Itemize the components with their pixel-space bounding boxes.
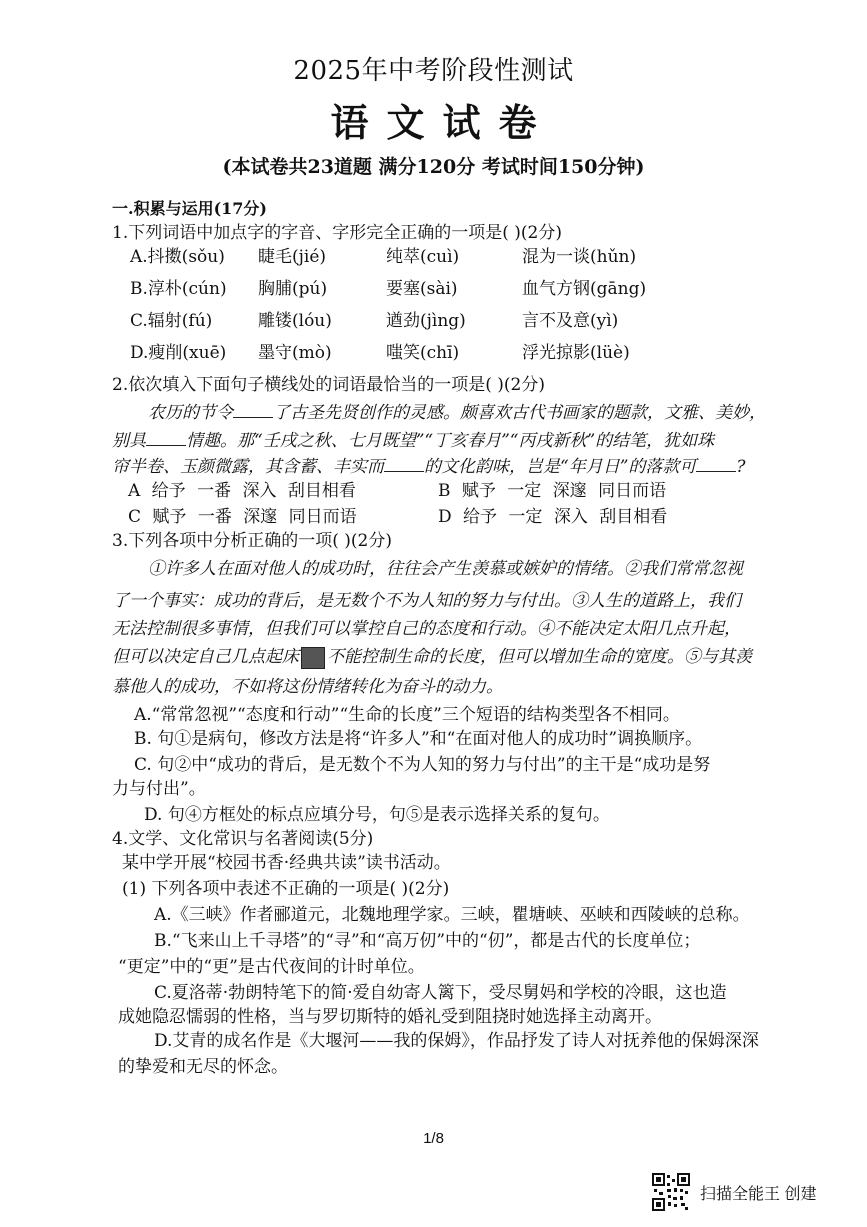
q1-option-cell: A.抖擞(sǒu) [130,247,225,267]
exam-info: (本试卷共23道题 满分120分 考试时间150分钟) [222,156,645,178]
q2-option-d: D 给予 一定 深入 刮目相看 [438,507,668,527]
q3-passage-line: 了一个事实：成功的背后，是无数个不为人知的努力与付出。③人生的道路上，我们 [112,591,741,611]
q2-passage-line [112,456,746,478]
q1-option-cell: 胸脯(pú) [258,279,328,299]
punctuation-box [301,647,325,669]
q2-text: ? [736,457,746,477]
q4-option-c-cont: 成她隐忍懦弱的性格，当与罗切斯特的婚礼受到阻挠时她选择主动离开。 [118,1007,662,1027]
q4-option-a: A.《三峡》作者郦道元，北魏地理学家。三峡，瞿塘峡、巫峡和西陵峡的总称。 [154,905,750,925]
q1-option-cell: 睫毛(jié) [258,247,327,267]
q3-passage-line: 慕他人的成功，不如将这份情绪转化为奋斗的动力。 [112,677,503,697]
q4-option-b-cont: “更定”中的“更”是古代夜间的计时单位。 [118,957,425,977]
q3-option-c-cont: 力与付出”。 [112,779,206,799]
q1-option-cell: 嗤笑(chī) [386,343,460,363]
q2-text: 别具 [112,431,146,451]
q4-stem: 4.文学、文化常识与名著阅读(5分) [112,829,374,849]
section-title: 一.积累与运用(17分) [112,199,267,218]
q1-option-cell: 遒劲(jìng) [386,311,466,331]
q2-text: 的文化韵味，岂是“年月日”的落款可 [424,457,697,477]
q4-option-d-cont: 的挚爱和无尽的怀念。 [118,1057,288,1077]
q3-text: 但可以决定自己几点起床 [112,647,299,667]
q2-passage-line [112,430,714,452]
q1-option-cell: 血气方钢(gāng) [522,279,647,299]
q1-option-cell: 墨守(mò) [258,343,332,363]
q2-option-c: C 赋予 一番 深邃 同日而语 [128,507,357,527]
q1-option-cell: 雕镂(lóu) [258,311,332,331]
q2-text: 情趣。那“壬戌之秋、七月既望”“丁亥春月”“丙戌新秋”的结笔，犹如珠 [186,431,715,451]
q1-option-cell: 言不及意(yì) [522,311,619,331]
q1-option-cell: B.淳朴(cún) [130,279,227,299]
q4-sub1: (1) 下列各项中表述不正确的一项是( )(2分) [122,879,450,899]
q3-option-a: A.“常常忽视”“态度和行动”“生命的长度”三个短语的结构类型各不相同。 [134,705,680,725]
paper-title: 语文试卷 [330,100,555,145]
q4-option-c: C.夏洛蒂·勃朗特笔下的简·爱自幼寄人篱下，受尽舅妈和学校的冷眼，这也造 [154,983,727,1003]
q2-stem: 2.依次填入下面句子横线处的词语最恰当的一项是( )(2分) [112,375,545,395]
q2-option-b: B 赋予 一定 深邃 同日而语 [438,481,667,501]
q3-passage-line [112,646,752,669]
q1-option-cell: C.辐射(fú) [130,311,213,331]
q1-option-cell: 浮光掠影(lüè) [522,343,630,363]
q1-option-cell: D.瘦削(xuē) [130,343,227,363]
q4-intro: 某中学开展“校园书香·经典共读”读书活动。 [122,853,451,873]
q3-option-d: D. 句④方框处的标点应填分号，句⑤是表示选择关系的复句。 [144,805,610,825]
exam-title: 2025年中考阶段性测试 [293,56,574,86]
blank-line [696,457,736,472]
q1-option-cell: 要塞(sài) [386,279,458,299]
page-number: 1/8 [423,1130,444,1147]
blank-line [384,457,424,472]
blank-line [146,431,186,446]
q3-option-b: B. 句①是病句，修改方法是将“许多人”和“在面对他人的成功时”调换顺序。 [134,729,703,749]
q3-stem: 3.下列各项中分析正确的一项( )(2分) [112,531,392,551]
q2-text: 农历的节令 [148,403,233,423]
q2-option-a: A 给予 一番 深入 刮目相看 [128,481,356,501]
q3-option-c: C. 句②中“成功的背后，是无数个不为人知的努力与付出”的主干是“成功是努 [134,755,711,775]
qr-code-icon [652,1173,690,1211]
q3-passage-line: 无法控制很多事情，但我们可以掌控自己的态度和行动。④不能决定太阳几点升起， [112,619,741,639]
q2-text: 帘半卷、玉颜微露，其含蓄、丰实而 [112,457,384,477]
q1-option-cell: 纯萃(cuì) [386,247,460,267]
q1-option-cell: 混为一谈(hǔn) [522,247,637,267]
q4-option-d: D.艾青的成名作是《大堰河——我的保姆》，作品抒发了诗人对抚养他的保姆深深 [154,1031,759,1051]
scanner-watermark: 扫描全能王 创建 [700,1186,817,1203]
q2-text: 了古圣先贤创作的灵感。颇喜欢古代书画家的题款，文雅、美妙， [273,403,766,423]
q2-passage-line [148,402,766,424]
q4-option-b: B.“飞来山上千寻塔”的“寻”和“高万仞”中的“仞”，都是古代的长度单位； [154,931,701,951]
q3-passage-line: ①许多人在面对他人的成功时，往往会产生羡慕或嫉妒的情绪。②我们常常忽视 [148,559,743,579]
q1-stem: 1.下列词语中加点字的字音、字形完全正确的一项是( )(2分) [112,223,562,243]
blank-line [233,403,273,418]
q3-text: 不能控制生命的长度，但可以增加生命的宽度。⑤与其羡 [327,647,752,667]
